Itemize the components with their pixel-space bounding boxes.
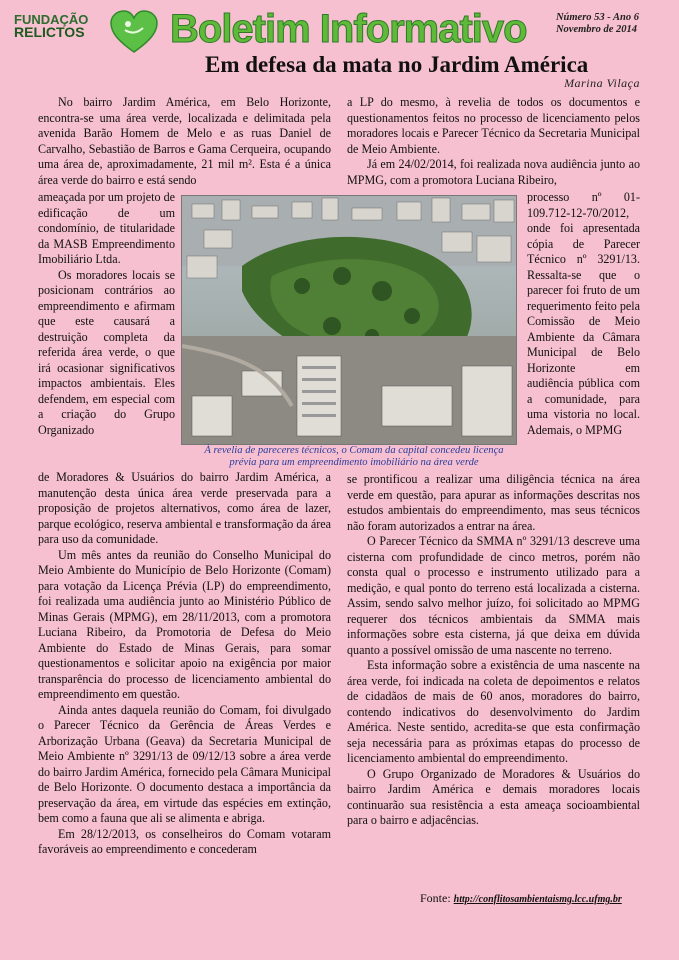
left-column-bottom	[38, 470, 331, 858]
paragraph: Esta informação sobre a existência de uma nascente na área verde, foi indicada na coleta de depoimentos e relatos de cidadãos de mais de 60 anos, moradores do bairro, contendo indicativos do desenvolvimento do Jardim América. Neste sentido, acredita-se que esta confirmação seja necessária para as próximas etapas do processo de licenciamento ambiental do empreendimento.	[347, 658, 640, 765]
source-credit	[420, 891, 622, 906]
masthead-title: Boletim Informativo	[170, 7, 527, 51]
paragraph: O Parecer Técnico da SMMA nº 3291/13 descreve uma cisterna com profundidade de cinco metros, porém não consta qual o processo e instrumento utilizado para a medição, e qual ponto do terreno está localizada a cisterna. Assim, sendo salvo melhor juízo, foi solicitado ao MPMG requerer dos técnicos ambientais da SMMA mais informações sobre esta cisterna, já que deixa em dúvida quanto a possível omissão de uma nascente no terreno.	[347, 534, 640, 657]
right-column-top	[347, 95, 640, 188]
paragraph: processo nº 01-109.712-12-70/2012, onde foi apresentada cópia de Parecer Técnico nº 3291/13. Ressalta-se que o parecer foi fruto de um requerimento feito pela Comissão de Meio Ambiente da Câmara Municipal de Belo Horizonte em audiência pública com a comunidade, para uma vistoria no local. Ademais, o MPMG	[527, 190, 640, 437]
paragraph: Ainda antes daquela reunião do Comam, foi divulgado o Parecer Técnico da Gerência de Áreas Verdes e Arborização Urbana (Geava) da Secretaria Municipal de Meio Ambiente nº 3291/13 de 09/12/13 sobre a área verde do bairro Jardim América, fornecido pela Câmara Municipal de Belo Horizonte. O documento destaca a importância da preservação da área, em virtude das espécies em extinção, bem como a fauna que ali se alimenta e abriga.	[38, 702, 331, 825]
caption-line: prévia para um empreendimento imobiliário na área verde	[229, 457, 479, 468]
paragraph: No bairro Jardim América, em Belo Horizonte, encontra-se uma área verde, localizada e delimitada pela avenida Barão Homem de Melo e as ruas Daniel de Carvalho, Sebastião de Barros e Gama Cerqueira, ocupando uma área de, aproximadamente, 21 mil m². Esta é a única área verde do bairro e está sendo	[38, 95, 331, 187]
paragraph: se prontificou a realizar uma diligência técnica na área verde em questão, para apurar as informações descritas nos estudos ambientais do empreendimento, mas seus técnicos não foram autorizados a entrar na área.	[347, 472, 640, 533]
right-column-bottom	[347, 472, 640, 829]
paragraph: Já em 24/02/2014, foi realizada nova audiência junto ao MPMG, com a promotora Luciana Ribeiro,	[347, 157, 640, 187]
issue-date: Novembro de 2014	[555, 24, 638, 35]
aerial-photo	[181, 195, 517, 445]
paragraph: ameaçada por um projeto de edificação de um condomínio, de titularidade da MASB Empreendimento Imobiliário Ltda.	[38, 190, 175, 266]
left-column-top	[38, 95, 331, 188]
source-label: Fonte:	[420, 891, 451, 905]
logo-line2: RELICTOS	[14, 24, 85, 40]
issue-info	[556, 12, 639, 36]
paragraph: de Moradores & Usuários do bairro Jardim América, a manutenção desta única área verde preservada para a proposição de projetos alternativos, como área de lazer, parque ecológico, reserva ambiental e transformação da área para uso da comunidade.	[38, 470, 331, 546]
source-link[interactable]: http://conflitosambientaismg.lcc.ufmg.br	[453, 894, 622, 905]
paragraph: Os moradores locais se posicionam contrários ao empreendimento e afirmam que este causará a destruição completa da referida área verde, o que irá ocasionar significativos impactos ambientais. Eles defendem, em especial com a criação do Grupo Organizado	[38, 267, 175, 437]
paragraph: a LP do mesmo, à revelia de todos os documentos e questionamentos feitos no processo de licenciamento pelos moradores locais e Parecer Técnico da Secretaria Municipal de Meio Ambiente.	[347, 95, 640, 156]
paragraph: Em 28/12/2013, os conselheiros do Comam votaram favoráveis ao empreendimento e concederam	[38, 826, 331, 856]
paragraph: Um mês antes da reunião do Conselho Municipal do Meio Ambiente do Município de Belo Horizonte (Comam) para votação da Licença Prévia (LP) do empreendimento, foi realizada uma audiência junto ao Ministério Público de Minas Gerais (MPMG), em 28/11/2013, com a promotora Luciana Ribeiro, da Promotoria de Defesa do Meio Ambiente do Estado de Minas Gerais, para somar questionamentos e solicitar apoio na exigência por maior transparência do processo de licenciamento ambiental do empreendimento em questão.	[38, 547, 331, 701]
heart-logo-icon	[109, 10, 159, 54]
photo-caption	[186, 445, 522, 469]
paragraph: O Grupo Organizado de Moradores & Usuários do bairro Jardim América e demais moradores locais continuarão sua resistência a esta ameaça socioambiental para o bairro e adjacências.	[347, 766, 640, 827]
left-column-narrow	[38, 190, 175, 438]
aerial-city-image	[182, 196, 516, 444]
logo-line1: FUNDAÇÃO	[14, 12, 89, 27]
caption-line: À revelia de pareceres técnicos, o Comam da capital concedeu licença	[204, 445, 504, 456]
article-headline: Em defesa da mata no Jardim América	[205, 52, 589, 77]
issue-number: Número 53 - Ano 6	[555, 12, 639, 23]
right-column-narrow	[527, 190, 640, 438]
article-author: Marina Vilaça	[564, 76, 640, 90]
